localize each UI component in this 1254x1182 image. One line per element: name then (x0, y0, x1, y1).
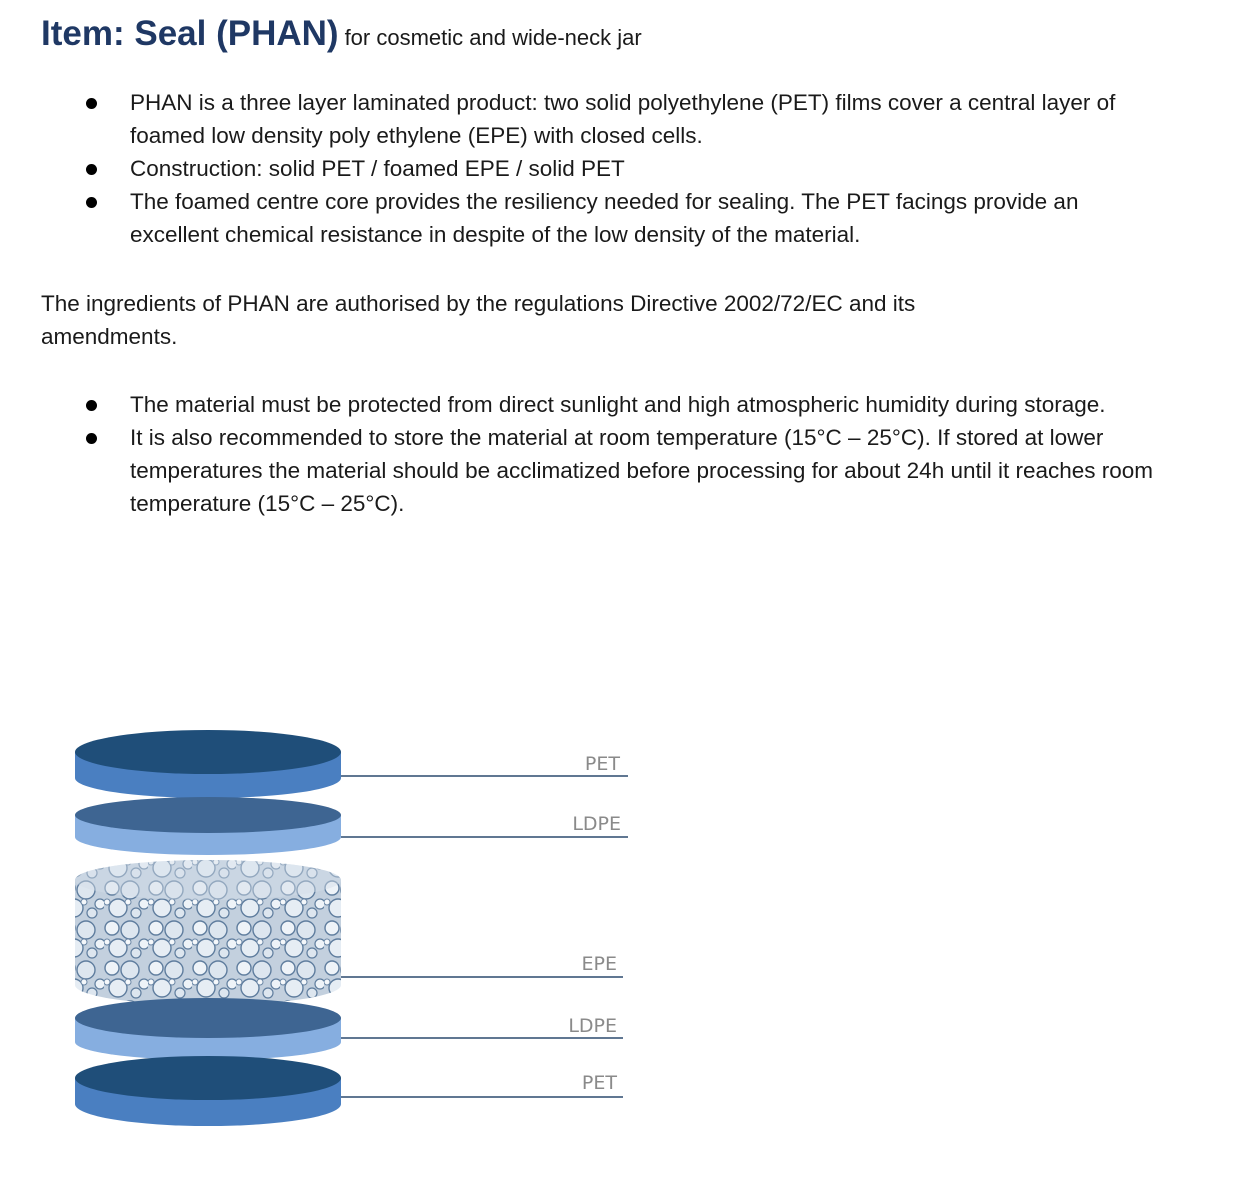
title-main: Item: Seal (PHAN) (41, 14, 339, 53)
page-title (41, 14, 642, 54)
list-item: It is also recommended to store the material at room temperature (15°C – 25°C). If stored at lower temperatures the material should be acclimatized before processing for about 24h until it reaches room temperature (15°C – 25°C). (0, 421, 1160, 520)
layer-label-ldpe-bottom: LDPE (568, 1015, 617, 1037)
list-item: The material must be protected from direct sunlight and high atmospheric humidity during storage. (0, 388, 1160, 421)
layer-label-pet-top: PET (584, 753, 620, 775)
layer-label-epe: EPE (581, 953, 617, 975)
regulation-paragraph: The ingredients of PHAN are authorised by the regulations Directive 2002/72/EC and its amendments. (41, 291, 916, 349)
layer-ldpe-bottom (75, 998, 341, 1060)
layer-pet-bottom (75, 1056, 341, 1126)
layer-diagram (60, 720, 660, 1140)
list-item: The foamed centre core provides the resiliency needed for sealing. The PET facings provide an excellent chemical resistance in despite of the low density of the material. (0, 185, 1160, 251)
properties-list (0, 86, 1160, 251)
list-item: Construction: solid PET / foamed EPE / solid PET (0, 152, 1160, 185)
layer-ldpe-top (75, 797, 341, 855)
layer-label-ldpe-top: LDPE (572, 813, 621, 835)
layer-label-pet-bottom: PET (581, 1072, 617, 1094)
layer-epe-foam (75, 860, 341, 1005)
storage-list (0, 388, 1160, 520)
list-item: PHAN is a three layer laminated product: two solid polyethylene (PET) films cover a central layer of foamed low density poly ethylene (EPE) with closed cells. (0, 86, 1160, 152)
title-subtitle: for cosmetic and wide-neck jar (344, 25, 642, 50)
layer-pet-top (75, 730, 341, 798)
layer-diagram-svg (60, 720, 660, 1140)
